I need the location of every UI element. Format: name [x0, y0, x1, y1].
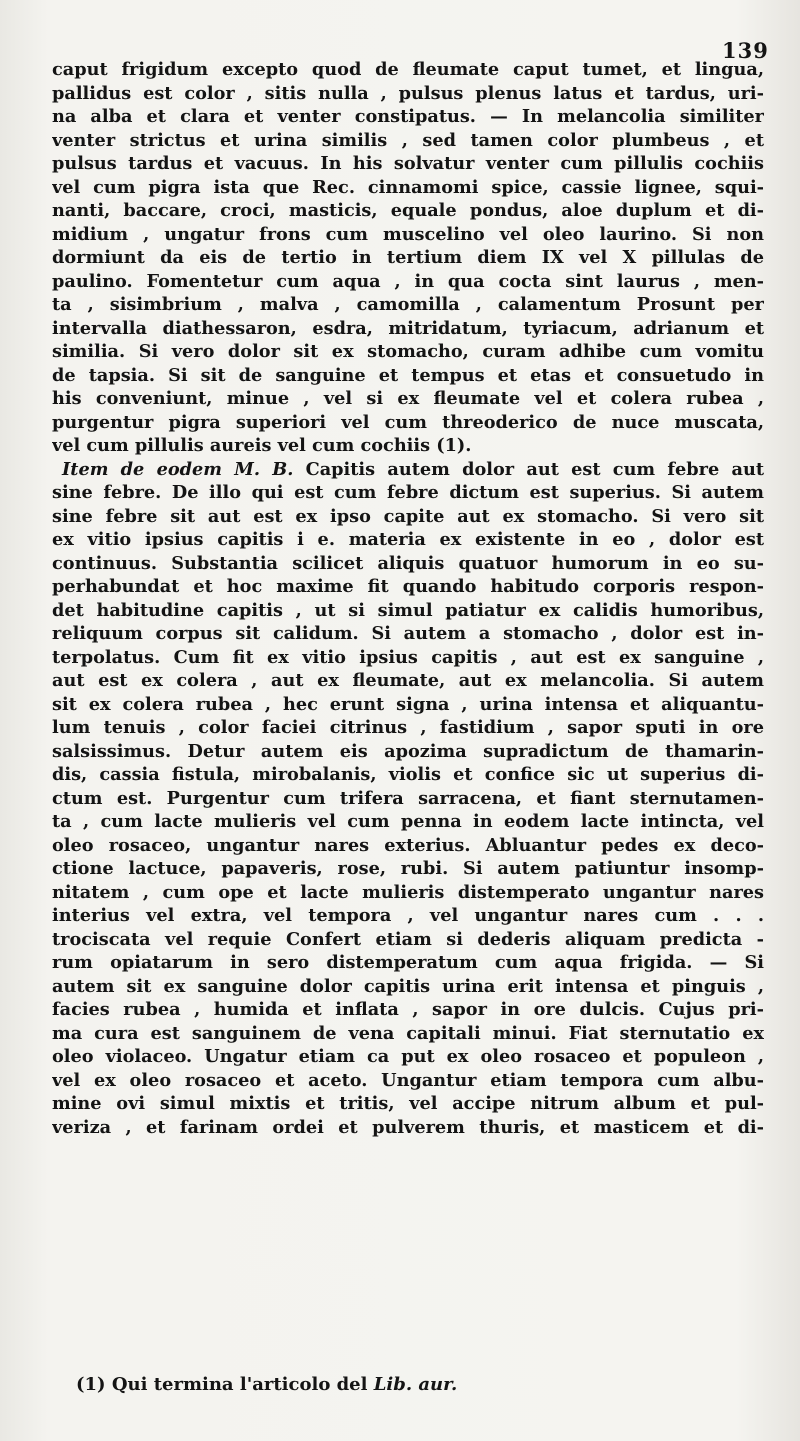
footnote-marker: (1)	[76, 1374, 106, 1395]
text-line: terpolatus. Cum fit ex vitio ipsius capitis , aut est ex sanguine ,	[52, 646, 764, 668]
text-line: dormiunt da eis de tertio in tertium diem IX vel X pillulas de	[52, 247, 764, 268]
text-line: facies rubea , humida et inflata , sapor in ore dulcis. Cujus pri-	[52, 999, 764, 1020]
text-line: ex vitio ipsius capitis i e. materia ex existente in eo , dolor est	[52, 529, 764, 550]
text-line: oleo violaceo. Ungatur etiam ca put ex oleo rosaceo et populeon ,	[52, 1046, 764, 1067]
text-line: ctum est. Purgentur cum trifera sarracena, et fiant sternutamen-	[52, 787, 764, 809]
text-line: ta , sisimbrium , malva , camomilla , calamentum Prosunt per	[52, 294, 764, 315]
text-line: salsissimus. Detur autem eis apozima supradictum de thamarin-	[52, 740, 764, 762]
body-text	[52, 58, 764, 1139]
text-line: nitatem , cum ope et lacte mulieris distemperato ungantur nares	[52, 881, 764, 903]
text-line: det habitudine capitis , ut si simul patiatur ex calidis humoribus,	[52, 599, 764, 621]
text-line: dis, cassia fistula, mirobalanis, violis et confice sic ut superius di-	[52, 764, 764, 785]
text-line: similia. Si vero dolor sit ex stomacho, curam adhibe cum vomitu	[52, 341, 764, 362]
text-line: vel cum pigra ista que Rec. cinnamomi spice, cassie lignee, squi-	[52, 176, 764, 198]
text-line: sine febre sit aut est ex ipso capite aut ex stomacho. Si vero sit	[52, 505, 764, 527]
text-line: vel ex oleo rosaceo et aceto. Ungantur etiam tempora cum albu-	[52, 1069, 764, 1091]
text-line: oleo rosaceo, ungantur nares exterius. Abluantur pedes ex deco-	[52, 834, 764, 856]
text-line: interius vel extra, vel tempora , vel ungantur nares cum . . .	[52, 905, 764, 926]
text-line: reliquum corpus sit calidum. Si autem a stomacho , dolor est in-	[52, 623, 764, 644]
text-line: venter strictus et urina similis , sed tamen color plumbeus , et	[52, 129, 764, 151]
text-line: autem sit ex sanguine dolor capitis urina erit intensa et pinguis ,	[52, 975, 764, 997]
text-line: mine ovi simul mixtis et tritis, vel accipe nitrum album et pul-	[52, 1093, 764, 1114]
text-line: na alba et clara et venter constipatus. — In melancolia similiter	[52, 106, 764, 127]
text-line: pulsus tardus et vacuus. In his solvatur venter cum pillulis cochiis	[52, 153, 764, 174]
footnote	[76, 1374, 457, 1395]
text-line: continuus. Substantia scilicet aliquis quatuor humorum in eo su-	[52, 552, 764, 574]
text-line: aut est ex colera , aut ex fleumate, aut ex melancolia. Si autem	[52, 670, 764, 691]
text-line: veriza , et farinam ordei et pulverem thuris, et masticem et di-	[52, 1116, 764, 1138]
footnote-ref: Lib. aur.	[373, 1374, 458, 1395]
text-span: Capitis autem dolor aut est cum febre aut	[305, 458, 764, 480]
text-line: nanti, baccare, croci, masticis, equale pondus, aloe duplum et di-	[52, 200, 764, 221]
text-line: sine febre. De illo qui est cum febre dictum est superius. Si autem	[52, 482, 764, 503]
text-line: de tapsia. Si sit de sanguine et tempus et etas et consuetudo in	[52, 364, 764, 386]
text-line: perhabundat et hoc maxime fit quando habitudo corporis respon-	[52, 576, 764, 597]
text-line: purgentur pigra superiori vel cum threoderico de nuce muscata,	[52, 411, 764, 433]
section-line	[52, 458, 764, 482]
text-line: midium , ungatur frons cum muscelino vel oleo laurino. Si non	[52, 223, 764, 245]
text-line: caput frigidum excepto quod de fleumate caput tumet, et lingua,	[52, 59, 764, 80]
text-line: ta , cum lacte mulieris vel cum penna in eodem lacte intincta, vel	[52, 811, 764, 832]
text-line: his conveniunt, minue , vel si ex fleumate vel et colera rubea ,	[52, 388, 764, 409]
text-line: ctione lactuce, papaveris, rose, rubi. Si autem patiuntur insomp-	[52, 858, 764, 879]
text-line: rum opiatarum in sero distemperatum cum aqua frigida. — Si	[52, 952, 764, 973]
text-line: ma cura est sanguinem de vena capitali minui. Fiat sternutatio ex	[52, 1022, 764, 1044]
text-line: intervalla diathessaron, esdra, mitridatum, tyriacum, adrianum et	[52, 317, 764, 339]
text-line: pallidus est color , sitis nulla , pulsus plenus latus et tardus, uri-	[52, 82, 764, 104]
text-line: sit ex colera rubea , hec erunt signa , urina intensa et aliquantu-	[52, 693, 764, 715]
page-number: 139	[722, 38, 769, 63]
section-heading: Item de eodem M. B.	[62, 458, 294, 480]
text-line: paulino. Fomentetur cum aqua , in qua cocta sint laurus , men-	[52, 270, 764, 292]
text-line: trociscata vel requie Confert etiam si dederis aliquam predicta -	[52, 928, 764, 950]
footnote-text: Qui termina l'articolo del	[111, 1374, 368, 1395]
text-line: lum tenuis , color faciei citrinus , fastidium , sapor sputi in ore	[52, 717, 764, 738]
text-line: vel cum pillulis aureis vel cum cochiis (1).	[52, 435, 472, 456]
